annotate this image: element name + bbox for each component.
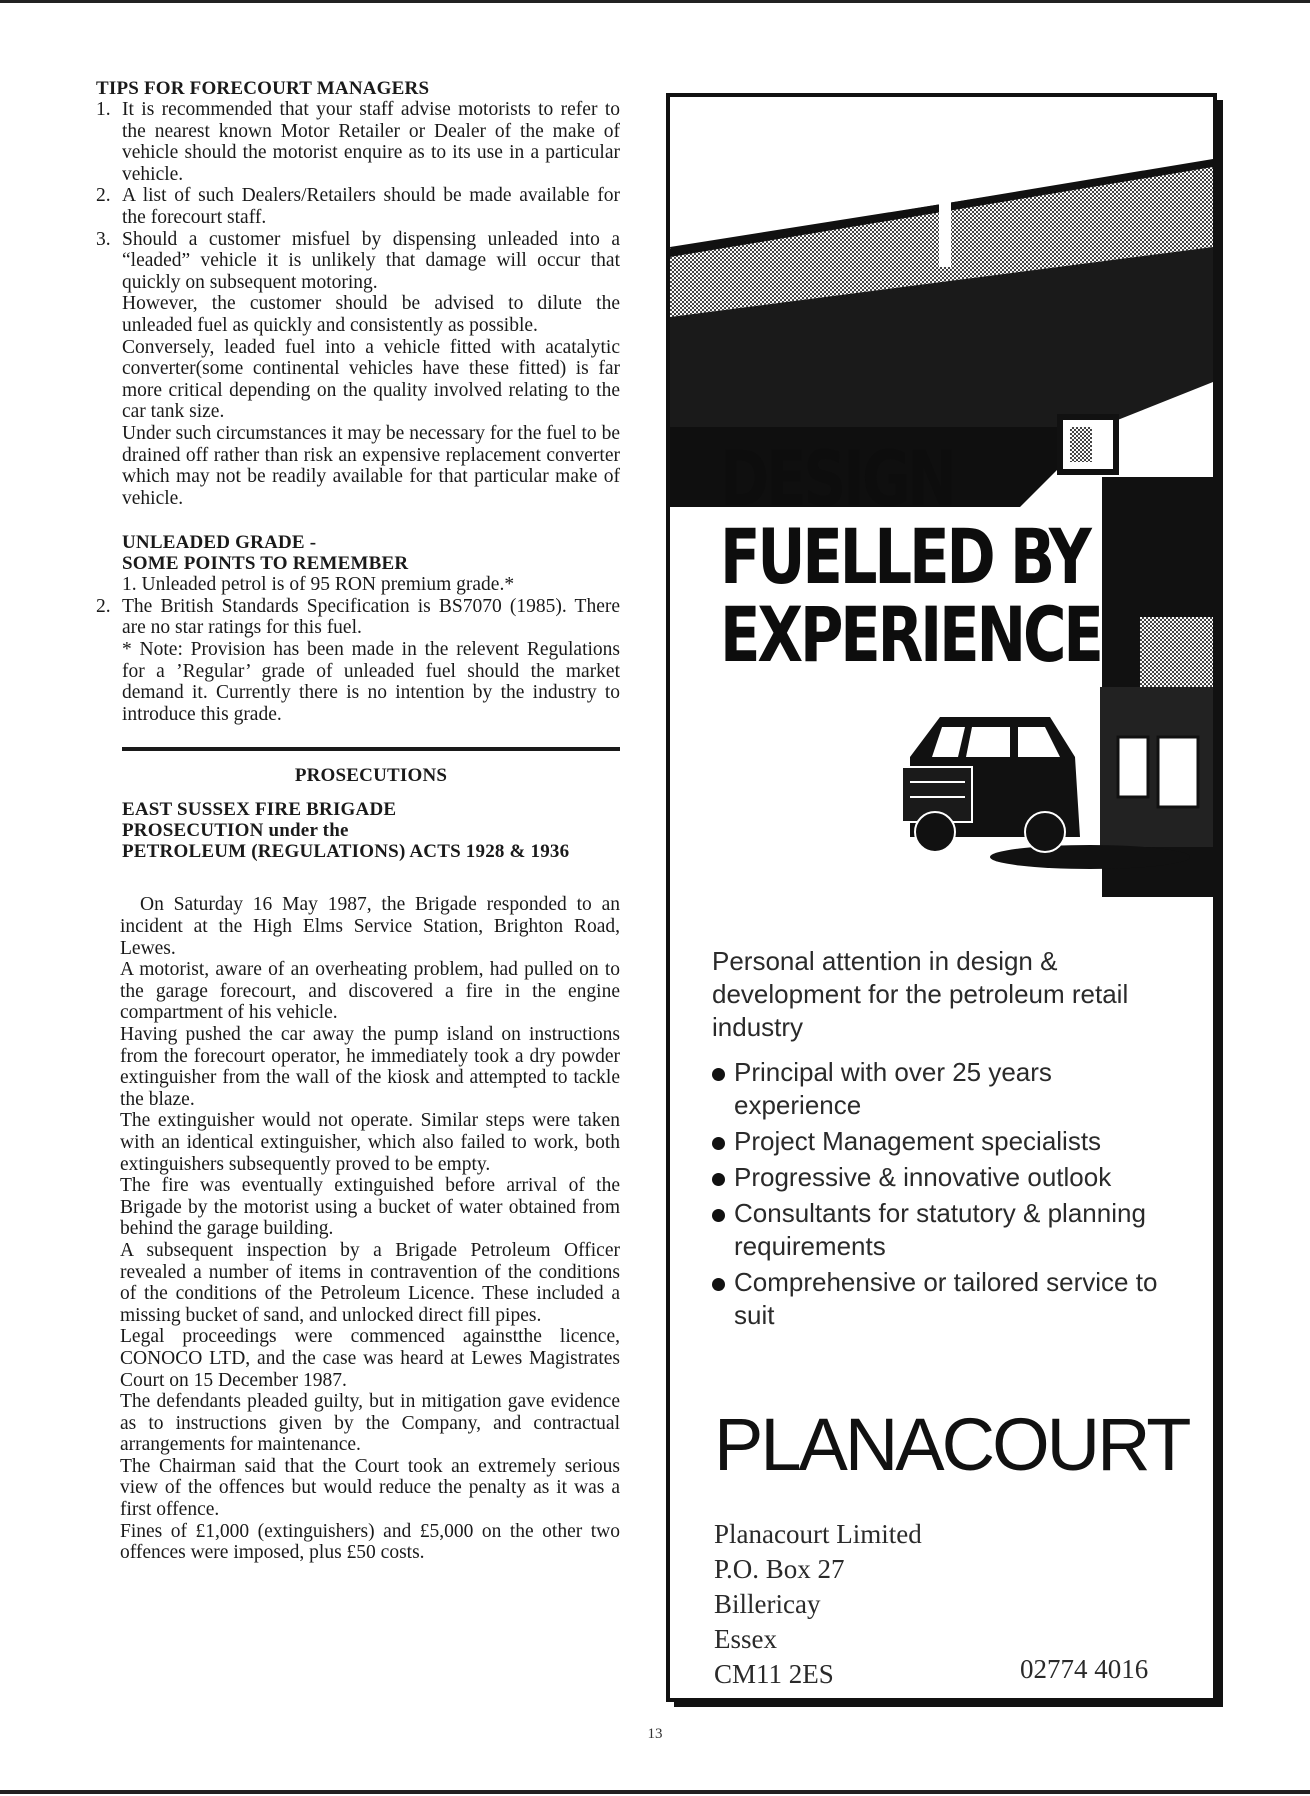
report-paragraph: On Saturday 16 May 1987, the Brigade responded to an incident at the High Elms Service Station, Brighton Road, Lewes. — [120, 894, 620, 959]
bullet-icon — [712, 1173, 725, 1186]
address-line: Planacourt Limited — [714, 1519, 922, 1549]
ad-bullet — [712, 1197, 1182, 1263]
ad-intro: Personal attention in design & development for the petroleum retail industry — [712, 946, 1129, 1042]
unleaded-item-number: 2. — [96, 595, 111, 617]
unleaded-heading-line-1: UNLEADED GRADE - — [122, 532, 317, 554]
unleaded-section — [96, 532, 620, 725]
tips-heading: TIPS FOR FORECOURT MANAGERS — [96, 78, 430, 99]
prosecution-subheading-2: PROSECUTION under the — [122, 820, 349, 842]
prosecution-subheading-1: EAST SUSSEX FIRE BRIGADE — [122, 799, 397, 821]
report-paragraph: The defendants pleaded guilty, but in mitigation gave evidence as to instructions given by the Company, and contractual arrangements for maintenance. — [120, 1391, 620, 1456]
ad-bullet-text: Principal with over 25 years experience — [734, 1057, 1052, 1120]
tips-item-text: Conversely, leaded fuel into a vehicle fitted with acatalytic converter(some continental vehicles have these fitted) is far more critical depending on the quality involved relating to the car tank size. — [122, 336, 620, 423]
unleaded-item-2-text: The British Standards Specification is BS7070 (1985). There are no star ratings for this fuel. — [122, 595, 620, 639]
unleaded-item-2 — [96, 596, 620, 639]
ad-body — [712, 945, 1182, 1335]
tips-item-text: However, the customer should be advised to dilute the unleaded fuel as quickly and consistently as possible. — [122, 293, 620, 336]
ad-bullet — [712, 1266, 1182, 1332]
tips-item-number: 3. — [96, 228, 111, 250]
tips-item-number: 2. — [96, 185, 111, 207]
bullet-icon — [712, 1068, 725, 1081]
prosecution-report — [96, 894, 620, 1563]
article-column — [96, 78, 620, 1564]
report-paragraph: A subsequent inspection by a Brigade Petroleum Officer revealed a number of items in contravention of the conditions of the conditions of the Petroleum Licence. These included a missing bucket of sand, and unlocked direct fill pipes. — [120, 1239, 620, 1326]
prosecutions-heading: PROSECUTIONS — [294, 765, 448, 787]
ad-bullet — [712, 1125, 1182, 1158]
ad-headline — [720, 434, 1101, 679]
ad-bullet — [712, 1161, 1182, 1194]
bullet-icon — [712, 1278, 725, 1291]
report-paragraph: The fire was eventually extinguished before arrival of the Brigade by the motorist using a bucket of water obtained from behind the garage building. — [120, 1175, 620, 1240]
address-line: Essex — [714, 1624, 777, 1654]
page-number: 13 — [647, 1726, 663, 1742]
bottom-rule — [0, 1790, 1310, 1794]
ad-bullet-text: Consultants for statutory & planning requirements — [734, 1198, 1146, 1261]
ad-bullet-list — [712, 1056, 1182, 1332]
report-paragraph: Legal proceedings were commenced againstthe licence, CONOCO LTD, and the case was heard at Lewes Magistrates Court on 15 December 1987. — [120, 1326, 620, 1391]
unleaded-note: * Note: Provision has been made in the relevent Regulations for a ’Regular’ grade of unleaded fuel should the market demand it. Currently there is no intention by the industry to introduce this grade. — [122, 639, 620, 725]
ad-headline-line: EXPERIENCE — [720, 590, 1101, 679]
tips-item-text: Under such circumstances it may be necessary for the fuel to be drained off rather than risk an expensive replacement converter which may not be readily available for that particular make of vehicle. — [122, 422, 620, 509]
prosecution-subheading-3: PETROLEUM (REGULATIONS) ACTS 1928 & 1936 — [122, 841, 570, 863]
address-line: P.O. Box 27 — [714, 1554, 845, 1584]
address-line: CM11 2ES — [714, 1659, 834, 1689]
prosecution-case-heading — [96, 799, 620, 862]
unleaded-heading-line-2: SOME POINTS TO REMEMBER — [122, 553, 409, 575]
tips-item-text: It is recommended that your staff advise motorists to refer to the nearest known Motor Retailer or Dealer of the make of vehicle should the motorist enquire as to its use in a particular vehicle. — [122, 99, 620, 185]
tips-item-number: 1. — [96, 99, 111, 120]
company-address — [714, 1517, 922, 1692]
report-paragraph: The extinguisher would not operate. Similar steps were taken with an identical extinguisher, which also failed to work, both extinguishers subsequently proved to be empty. — [120, 1110, 620, 1175]
tips-item-text: Should a customer misfuel by dispensing unleaded into a “leaded” vehicle it is unlikely that damage will occur that quickly on subsequent motoring. — [122, 228, 620, 293]
report-paragraph: Fines of £1,000 (extinguishers) and £5,000 on the other two offences were imposed, plus £50 costs. — [120, 1520, 620, 1564]
ad-bullet-text: Comprehensive or tailored service to suit — [734, 1267, 1158, 1330]
tips-item-1 — [96, 99, 620, 185]
brand-logo-text: PLANACOURT — [714, 1403, 1189, 1486]
car-illustration — [902, 717, 1080, 852]
unleaded-item-1: 1. Unleaded petrol is of 95 RON premium grade.* — [122, 574, 515, 596]
planacourt-advertisement — [666, 93, 1217, 1702]
phone-number: 02774 4016 — [1020, 1654, 1149, 1684]
ad-bullet-text: Project Management specialists — [734, 1126, 1102, 1156]
bullet-icon — [712, 1137, 725, 1150]
tips-item-2 — [96, 185, 620, 228]
ad-headline-line: DESIGN — [720, 434, 955, 523]
tips-item-text: A list of such Dealers/Retailers should be made available for the forecourt staff. — [122, 185, 620, 228]
tips-item-3 — [96, 229, 620, 510]
report-paragraph: The Chairman said that the Court took an extremely serious view of the offences but would reduce the penalty as it was a first offence. — [120, 1455, 620, 1521]
section-divider — [122, 747, 620, 751]
ad-headline-line: FUELLED BY — [720, 512, 1089, 601]
tips-list — [96, 99, 620, 509]
report-paragraph: A motorist, aware of an overheating problem, had pulled on to the garage forecourt, and discovered a fire in the engine compartment of his vehicle. — [120, 959, 620, 1024]
report-paragraph: Having pushed the car away the pump island on instructions from the forecourt operator, he immediately took a dry powder extinguisher from the wall of the kiosk and attempted to tackle the blaze. — [120, 1024, 620, 1110]
ad-bullet — [712, 1056, 1182, 1122]
bullet-icon — [712, 1209, 725, 1222]
address-line: Billericay — [714, 1589, 821, 1619]
top-rule — [0, 0, 1310, 3]
ad-bullet-text: Progressive & innovative outlook — [734, 1162, 1112, 1192]
